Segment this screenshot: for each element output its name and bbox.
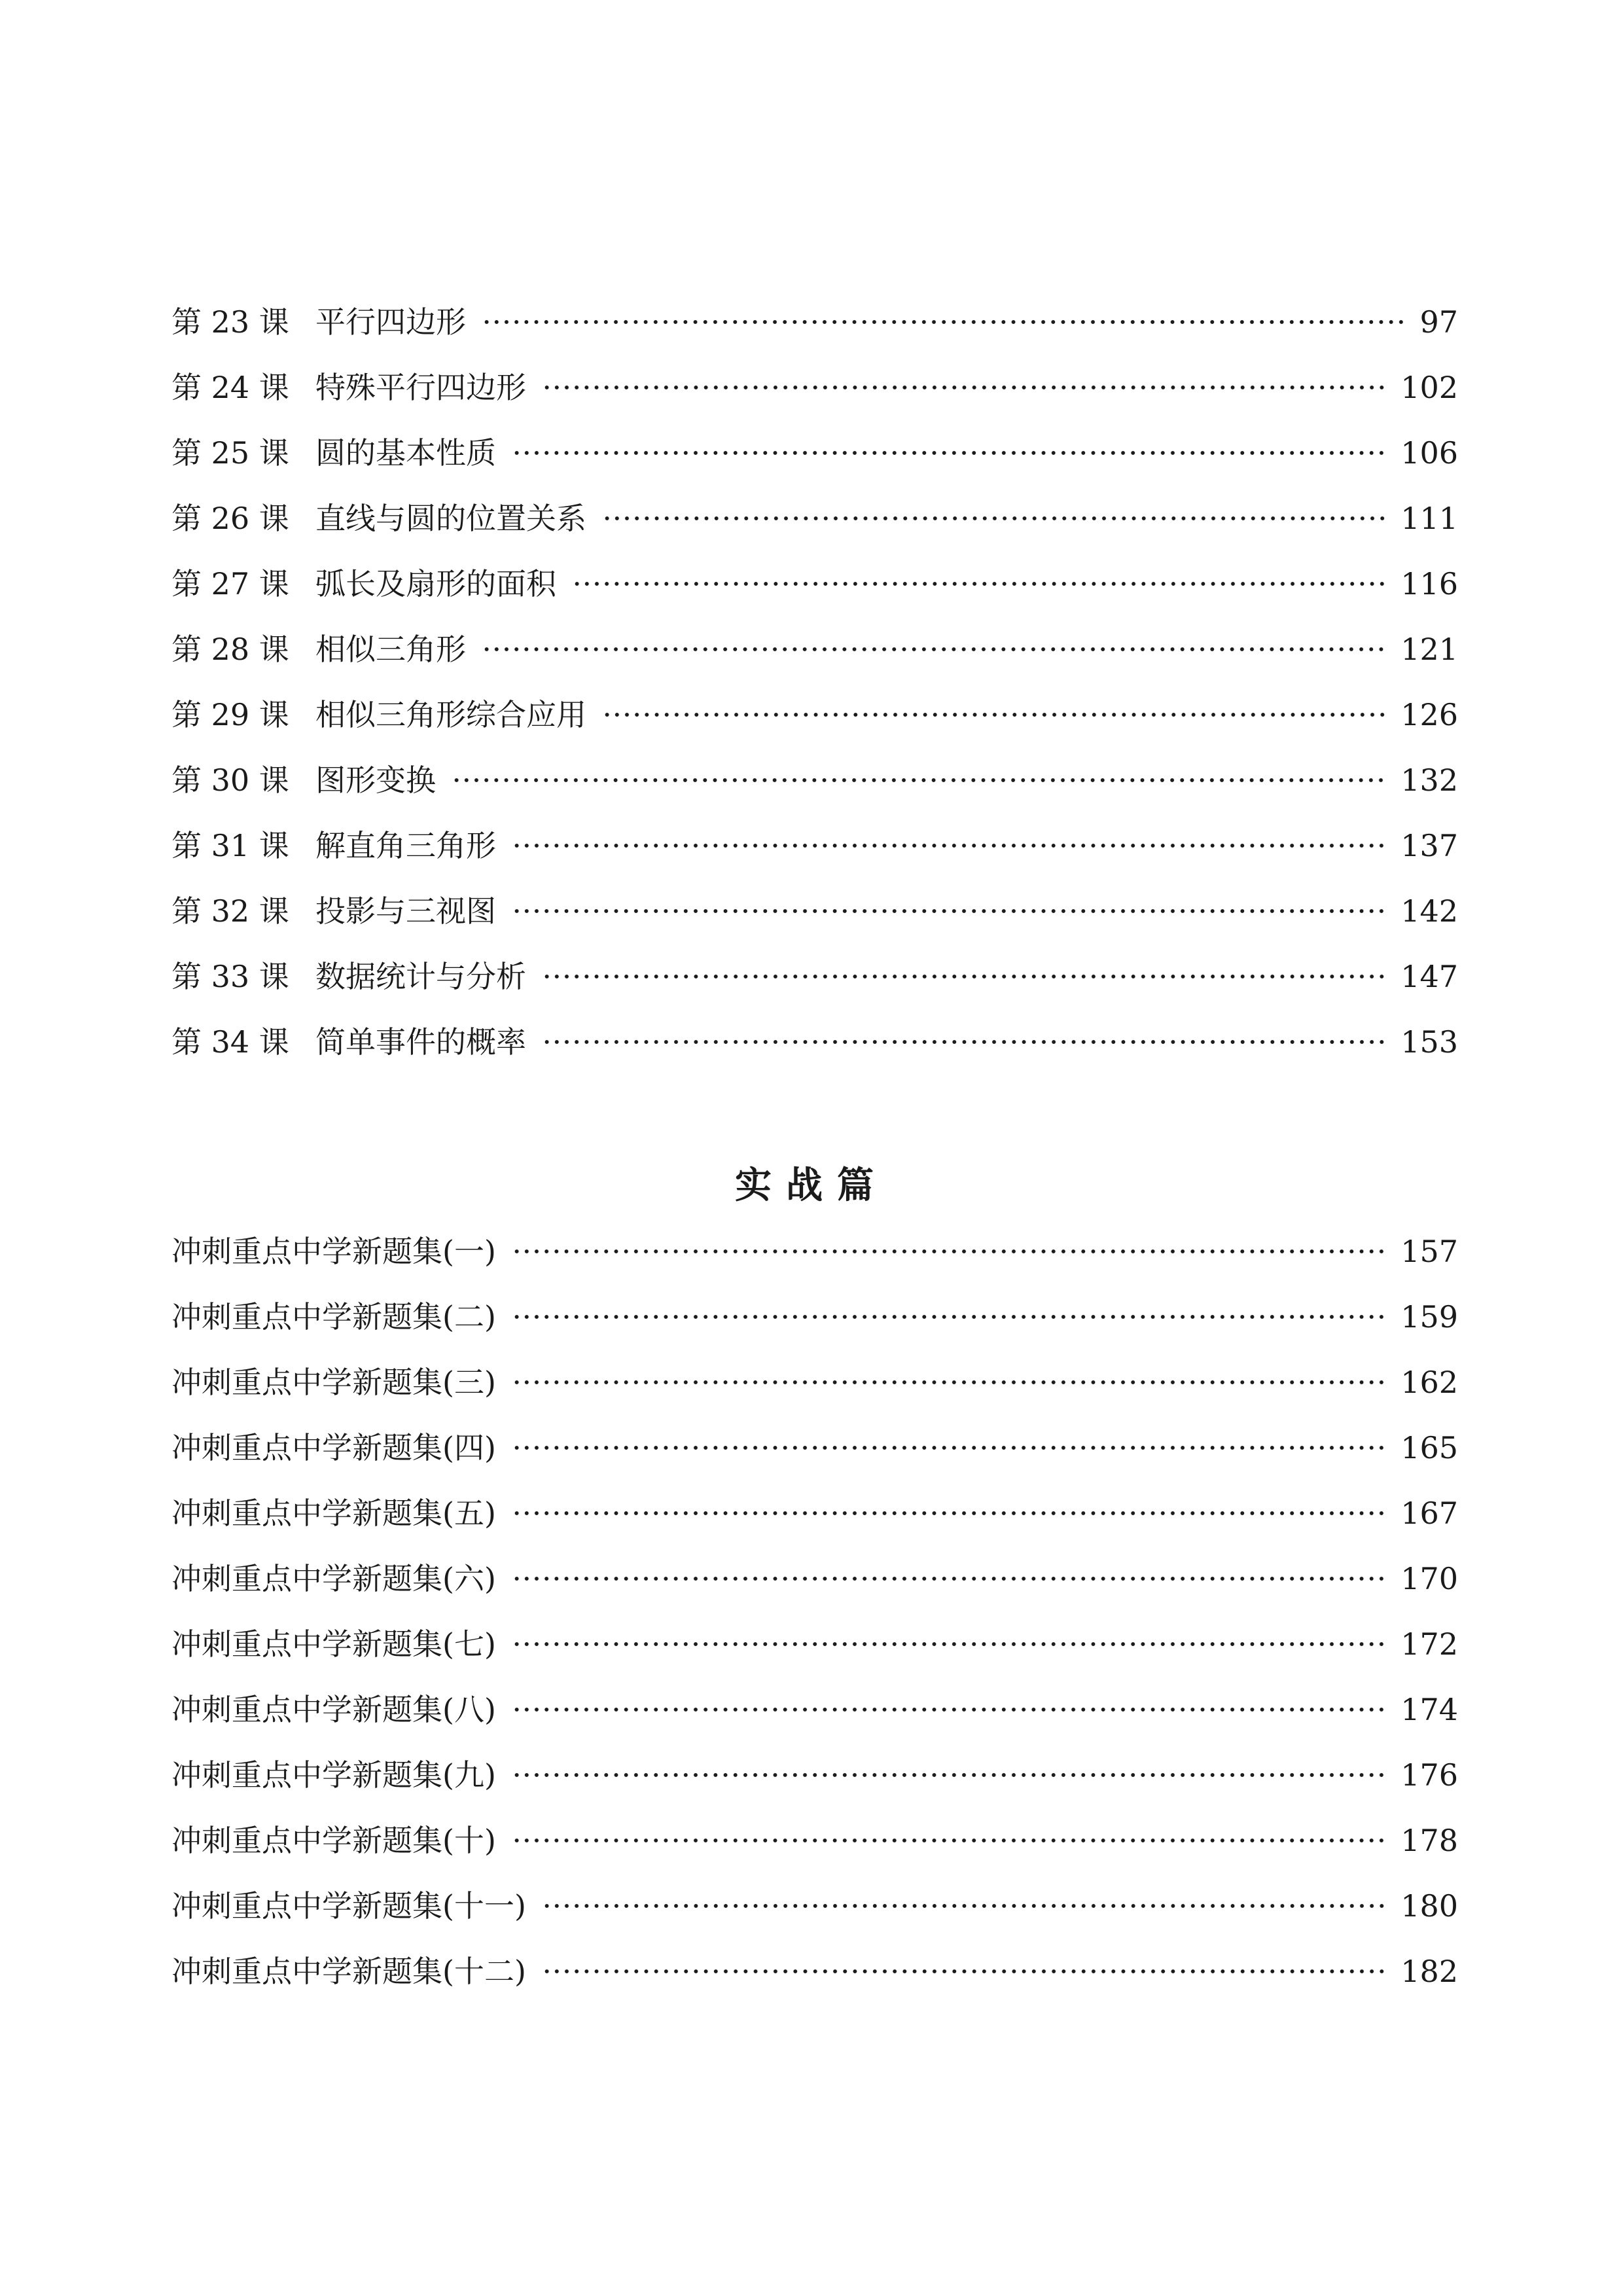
practice-set-title: 冲刺重点中学新题集(四) xyxy=(171,1430,496,1465)
dot-leader xyxy=(512,1249,1386,1254)
page-number: 153 xyxy=(1400,1024,1458,1060)
toc-entry-practice-set[interactable] xyxy=(171,1356,1458,1408)
toc-entry-practice-set[interactable] xyxy=(171,1945,1458,1998)
lesson-title: 弧长及扇形的面积 xyxy=(315,566,556,601)
dot-leader xyxy=(512,908,1386,914)
lesson-number: 第 33 课 xyxy=(171,959,289,994)
dot-leader xyxy=(512,1445,1386,1450)
page-number: 176 xyxy=(1400,1757,1458,1793)
page-number: 170 xyxy=(1400,1561,1458,1596)
page-number: 174 xyxy=(1400,1692,1458,1727)
toc-entry-lesson[interactable] xyxy=(171,492,1458,545)
lesson-number: 第 27 课 xyxy=(171,566,289,601)
dot-leader xyxy=(482,647,1386,652)
toc-entry-practice-set[interactable] xyxy=(171,1487,1458,1539)
lesson-number: 第 32 课 xyxy=(171,893,289,929)
page-number: 132 xyxy=(1400,762,1458,798)
toc-entry-lesson[interactable] xyxy=(171,689,1458,741)
practice-set-title: 冲刺重点中学新题集(十) xyxy=(171,1823,496,1858)
dot-leader xyxy=(512,1511,1386,1516)
page-number: 180 xyxy=(1400,1888,1458,1924)
toc-entry-practice-set[interactable] xyxy=(171,1814,1458,1867)
page-number: 159 xyxy=(1400,1299,1458,1335)
practice-set-title: 冲刺重点中学新题集(十一) xyxy=(171,1888,526,1924)
page-number: 116 xyxy=(1400,566,1458,601)
toc-entry-practice-set[interactable] xyxy=(171,1618,1458,1670)
toc-entry-practice-set[interactable] xyxy=(171,1225,1458,1278)
lesson-number: 第 26 课 xyxy=(171,501,289,536)
lesson-title: 平行四边形 xyxy=(315,304,466,340)
lesson-number: 第 24 课 xyxy=(171,370,289,405)
lesson-title: 图形变换 xyxy=(315,762,436,798)
lesson-title: 简单事件的概率 xyxy=(315,1024,526,1060)
page-number: 165 xyxy=(1400,1430,1458,1465)
page-number: 147 xyxy=(1400,959,1458,994)
practice-set-title: 冲刺重点中学新题集(八) xyxy=(171,1692,496,1727)
dot-leader xyxy=(512,1380,1386,1385)
toc-entry-practice-set[interactable] xyxy=(171,1880,1458,1932)
toc-entry-lesson[interactable] xyxy=(171,885,1458,937)
toc-entry-practice-set[interactable] xyxy=(171,1749,1458,1801)
lesson-title: 特殊平行四边形 xyxy=(315,370,526,405)
lesson-number: 第 23 课 xyxy=(171,304,289,340)
practice-set-title: 冲刺重点中学新题集(二) xyxy=(171,1299,496,1335)
toc-entry-practice-set[interactable] xyxy=(171,1422,1458,1474)
practice-set-title: 冲刺重点中学新题集(七) xyxy=(171,1626,496,1662)
lesson-title: 直线与圆的位置关系 xyxy=(315,501,586,536)
dot-leader xyxy=(542,1969,1386,1974)
lesson-number: 第 25 课 xyxy=(171,435,289,471)
toc-entry-lesson[interactable] xyxy=(171,296,1458,348)
dot-leader xyxy=(542,1039,1386,1045)
toc-entry-practice-set[interactable] xyxy=(171,1683,1458,1736)
dot-leader xyxy=(572,581,1386,586)
page-number: 182 xyxy=(1400,1954,1458,1989)
dot-leader xyxy=(482,319,1405,325)
practice-set-title: 冲刺重点中学新题集(五) xyxy=(171,1496,496,1531)
lesson-title: 数据统计与分析 xyxy=(315,959,526,994)
toc-entry-practice-set[interactable] xyxy=(171,1291,1458,1343)
practice-set-title: 冲刺重点中学新题集(九) xyxy=(171,1757,496,1793)
dot-leader xyxy=(512,1707,1386,1712)
page-number: 102 xyxy=(1400,370,1458,405)
dot-leader xyxy=(542,974,1386,979)
toc-entry-lesson[interactable] xyxy=(171,427,1458,479)
page-number: 167 xyxy=(1400,1496,1458,1531)
dot-leader xyxy=(512,1576,1386,1581)
dot-leader xyxy=(452,778,1386,783)
dot-leader xyxy=(542,385,1386,390)
lesson-title: 投影与三视图 xyxy=(315,893,496,929)
dot-leader xyxy=(512,1838,1386,1843)
dot-leader xyxy=(512,1314,1386,1319)
toc-entry-lesson[interactable] xyxy=(171,623,1458,675)
page-number: 137 xyxy=(1400,828,1458,863)
page-number: 178 xyxy=(1400,1823,1458,1858)
section-heading: 实战篇 xyxy=(735,1164,888,1207)
lesson-title: 解直角三角形 xyxy=(315,828,496,863)
dot-leader xyxy=(512,1772,1386,1778)
practice-set-title: 冲刺重点中学新题集(三) xyxy=(171,1365,496,1400)
page-number: 157 xyxy=(1400,1234,1458,1269)
dot-leader xyxy=(512,843,1386,848)
lesson-number: 第 34 课 xyxy=(171,1024,289,1060)
dot-leader xyxy=(602,712,1386,717)
toc-entry-lesson[interactable] xyxy=(171,1016,1458,1068)
page-number: 162 xyxy=(1400,1365,1458,1400)
dot-leader xyxy=(602,516,1386,521)
toc-entry-lesson[interactable] xyxy=(171,361,1458,414)
page-number: 121 xyxy=(1400,632,1458,667)
dot-leader xyxy=(542,1903,1386,1909)
toc-entry-lesson[interactable] xyxy=(171,950,1458,1003)
page-number: 106 xyxy=(1400,435,1458,471)
page-number: 97 xyxy=(1419,304,1458,340)
toc-entry-lesson[interactable] xyxy=(171,558,1458,610)
practice-set-title: 冲刺重点中学新题集(十二) xyxy=(171,1954,526,1989)
dot-leader xyxy=(512,450,1386,456)
lesson-number: 第 28 课 xyxy=(171,632,289,667)
page-number: 142 xyxy=(1400,893,1458,929)
lesson-number: 第 31 课 xyxy=(171,828,289,863)
practice-set-title: 冲刺重点中学新题集(一) xyxy=(171,1234,496,1269)
toc-entry-lesson[interactable] xyxy=(171,754,1458,806)
page-number: 126 xyxy=(1400,697,1458,732)
lesson-number: 第 29 课 xyxy=(171,697,289,732)
page-number: 172 xyxy=(1400,1626,1458,1662)
lesson-title: 相似三角形 xyxy=(315,632,466,667)
dot-leader xyxy=(512,1641,1386,1647)
lesson-number: 第 30 课 xyxy=(171,762,289,798)
toc-entry-practice-set[interactable] xyxy=(171,1552,1458,1605)
practice-set-title: 冲刺重点中学新题集(六) xyxy=(171,1561,496,1596)
toc-entry-lesson[interactable] xyxy=(171,819,1458,872)
lesson-title: 相似三角形综合应用 xyxy=(315,697,586,732)
page-number: 111 xyxy=(1400,501,1458,536)
lesson-title: 圆的基本性质 xyxy=(315,435,496,471)
